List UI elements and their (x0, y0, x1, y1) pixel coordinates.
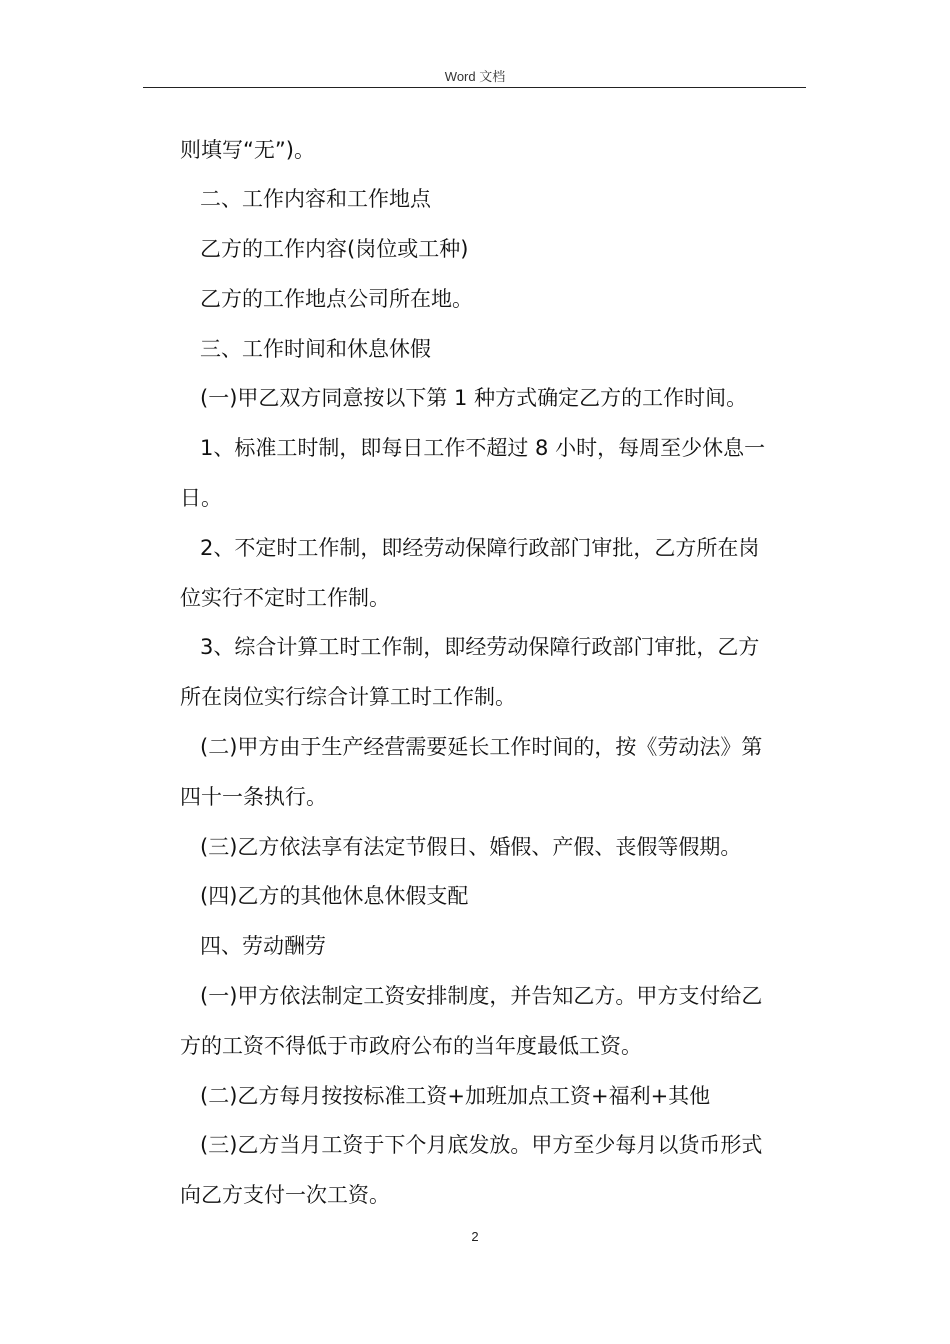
body-line: (四)乙方的其他休息休假支配 (200, 884, 469, 908)
body-line: 3、综合计算工时工作制，即经劳动保障行政部门审批，乙方 (200, 635, 760, 659)
body-line: 方的工资不得低于市政府公布的当年度最低工资。 (180, 1034, 642, 1058)
body-line: 2、不定时工作制，即经劳动保障行政部门审批，乙方所在岗 (200, 536, 760, 560)
body-line: (三)乙方当月工资于下个月底发放。甲方至少每月以货币形式 (200, 1133, 763, 1157)
body-line: 向乙方支付一次工资。 (180, 1183, 390, 1207)
body-line: 乙方的工作地点公司所在地。 (200, 287, 473, 311)
body-line: (二)乙方每月按按标准工资+加班加点工资+福利+其他 (200, 1084, 711, 1108)
body-line: 所在岗位实行综合计算工时工作制。 (180, 685, 516, 709)
body-line: (二)甲方由于生产经营需要延长工作时间的，按《劳动法》第 (200, 735, 763, 759)
body-line: 位实行不定时工作制。 (180, 586, 390, 610)
section-heading: 四、劳动酬劳 (200, 934, 326, 958)
section-heading: 三、工作时间和休息休假 (200, 337, 431, 361)
body-line: (三)乙方依法享有法定节假日、婚假、产假、丧假等假期。 (200, 835, 742, 859)
body-line: (一)甲方依法制定工资安排制度，并告知乙方。甲方支付给乙 (200, 984, 763, 1008)
body-line: (一)甲乙双方同意按以下第 1 种方式确定乙方的工作时间。 (200, 386, 748, 410)
body-line: 四十一条执行。 (180, 785, 327, 809)
page-number: 2 (471, 1229, 479, 1244)
body-line: 则填写“无”)。 (180, 138, 315, 162)
body-line: 乙方的工作内容(岗位或工种) (200, 237, 469, 261)
section-heading: 二、工作内容和工作地点 (200, 187, 431, 211)
body-line: 1、标准工时制，即每日工作不超过 8 小时，每周至少休息一 (200, 436, 766, 460)
header-divider (143, 87, 806, 88)
body-line: 日。 (180, 486, 222, 510)
page-header: Word 文档 (444, 69, 506, 84)
